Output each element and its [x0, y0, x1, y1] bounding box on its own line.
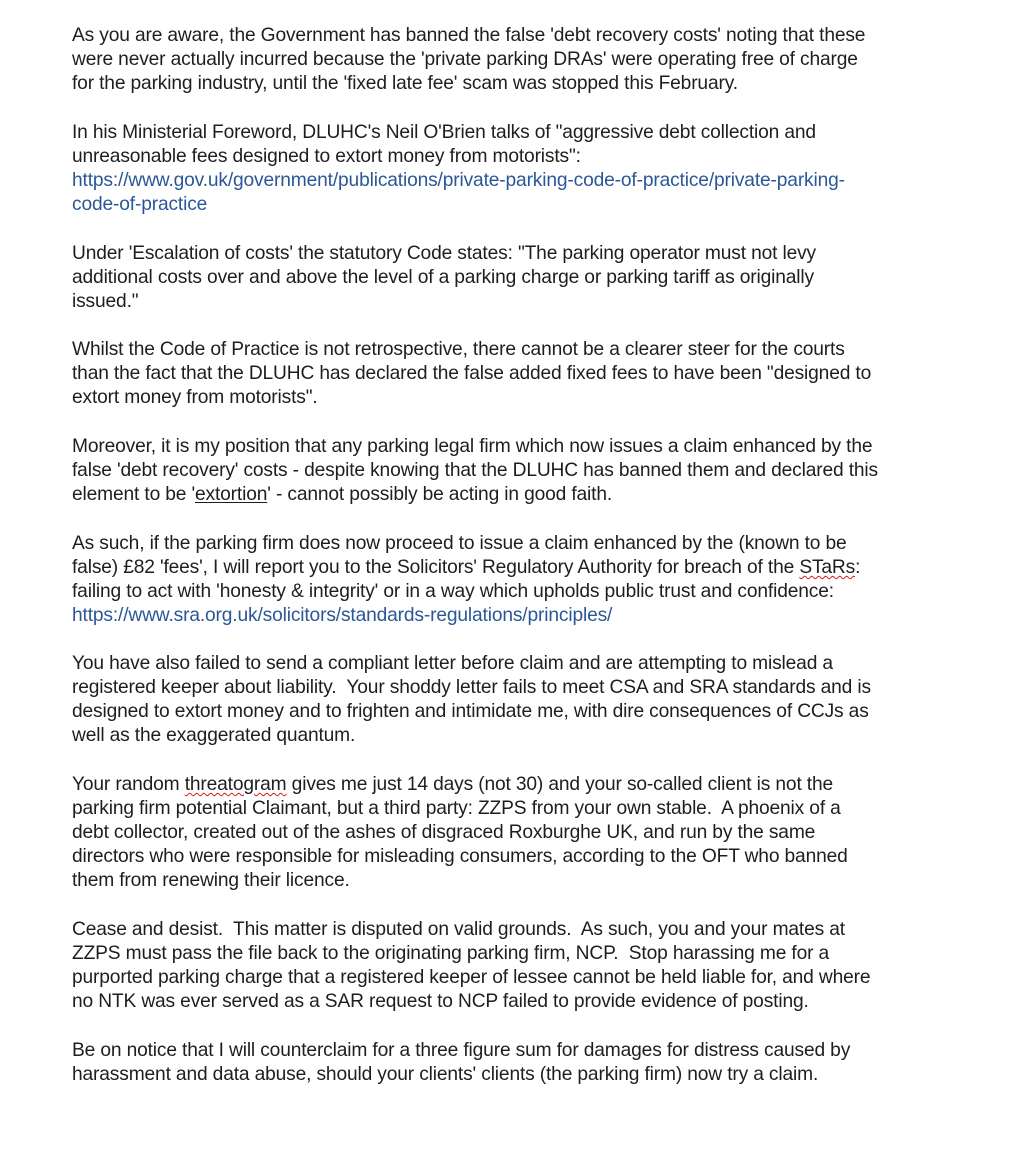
paragraph-counterclaim-notice	[72, 1039, 850, 1087]
spellcheck-flagged-word-threatogram[interactable]: threatogram	[184, 774, 287, 795]
text-line: parking firm potential Claimant, but a third party: ZZPS from your own stable. A phoenix of a	[72, 798, 841, 819]
text-fragment: :	[855, 557, 861, 578]
paragraph-cease-and-desist	[72, 918, 870, 1014]
text-line: Moreover, it is my position that any parking legal firm which now issues a claim enhanced by the	[72, 436, 873, 457]
text-line: issued."	[72, 291, 139, 312]
text-line: for the parking industry, until the 'fixed late fee' scam was stopped this February.	[72, 73, 738, 94]
gov-uk-code-of-practice-link[interactable]: https://www.gov.uk/government/publications/private-parking-code-of-practice/private-parking-	[72, 170, 845, 191]
text-fragment: Your random	[72, 774, 185, 795]
text-fragment: element to be '	[72, 484, 196, 505]
text-line: You have also failed to send a compliant letter before claim and are attempting to mislead a	[72, 653, 833, 674]
text-line: Under 'Escalation of costs' the statutory Code states: "The parking operator must not levy	[72, 243, 816, 264]
text-line	[72, 483, 878, 507]
text-line: In his Ministerial Foreword, DLUHC's Neil O'Brien talks of "aggressive debt collection and	[72, 122, 816, 143]
paragraph-escalation-of-costs	[72, 242, 816, 314]
paragraph-threatogram	[72, 773, 848, 893]
underlined-word-extortion: extortion	[195, 484, 268, 505]
text-line: additional costs over and above the level of a parking charge or parking tariff as originally	[72, 267, 814, 288]
text-line: false 'debt recovery' costs - despite knowing that the DLUHC has banned them and declared this	[72, 460, 878, 481]
text-line: ZZPS must pass the file back to the originating parking firm, NCP. Stop harassing me for a	[72, 943, 830, 964]
paragraph-non-compliant-letter	[72, 652, 871, 748]
text-line: extort money from motorists".	[72, 387, 318, 408]
text-line: well as the exaggerated quantum.	[72, 725, 356, 746]
spellcheck-flagged-word-stars[interactable]: STaRs	[799, 557, 856, 578]
text-line: than the fact that the DLUHC has declared the false added fixed fees to have been "designed to	[72, 363, 872, 384]
text-line: As such, if the parking firm does now proceed to issue a claim enhanced by the (known to be	[72, 533, 847, 554]
paragraph-ministerial-foreword	[72, 121, 845, 217]
paragraph-bad-faith	[72, 435, 878, 507]
text-line: purported parking charge that a registered keeper of lessee cannot be held liable for, and where	[72, 967, 871, 988]
text-line: directors who were responsible for misleading consumers, according to the OFT who banned	[72, 846, 848, 867]
text-line: designed to extort money and to frighten and intimidate me, with dire consequences of CCJs as	[72, 701, 869, 722]
text-line: harassment and data abuse, should your clients' clients (the parking firm) now try a claim.	[72, 1064, 819, 1085]
text-line: debt collector, created out of the ashes of disgraced Roxburghe UK, and run by the same	[72, 822, 816, 843]
text-line: Be on notice that I will counterclaim for a three figure sum for damages for distress caused by	[72, 1040, 851, 1061]
text-line	[72, 773, 848, 797]
text-line	[72, 556, 860, 580]
text-line: Whilst the Code of Practice is not retrospective, there cannot be a clearer steer for the courts	[72, 339, 845, 360]
text-line: As you are aware, the Government has banned the false 'debt recovery costs' noting that these	[72, 25, 866, 46]
text-line: no NTK was ever served as a SAR request to NCP failed to provide evidence of posting.	[72, 991, 809, 1012]
text-fragment: false) £82 'fees', I will report you to the Solicitors' Regulatory Authority for breach of the	[72, 557, 800, 578]
gov-uk-code-of-practice-link-continued[interactable]: code-of-practice	[72, 194, 208, 215]
text-line: were never actually incurred because the 'private parking DRAs' were operating free of charge	[72, 49, 858, 70]
paragraph-not-retrospective	[72, 338, 871, 410]
text-line: Cease and desist. This matter is disputed on valid grounds. As such, you and your mates at	[72, 919, 845, 940]
text-line: them from renewing their licence.	[72, 870, 350, 891]
text-line: failing to act with 'honesty & integrity' or in a way which upholds public trust and confidence:	[72, 581, 834, 602]
text-line: registered keeper about liability. Your shoddy letter fails to meet CSA and SRA standards and is	[72, 677, 871, 698]
paragraph-sra-report	[72, 532, 860, 628]
paragraph-debt-recovery-ban	[72, 24, 865, 96]
text-fragment: ' - cannot possibly be acting in good faith.	[267, 484, 613, 505]
text-line: unreasonable fees designed to extort money from motorists":	[72, 146, 581, 167]
text-fragment: gives me just 14 days (not 30) and your so-called client is not the	[286, 774, 834, 795]
sra-principles-link[interactable]: https://www.sra.org.uk/solicitors/standards-regulations/principles/	[72, 605, 613, 626]
